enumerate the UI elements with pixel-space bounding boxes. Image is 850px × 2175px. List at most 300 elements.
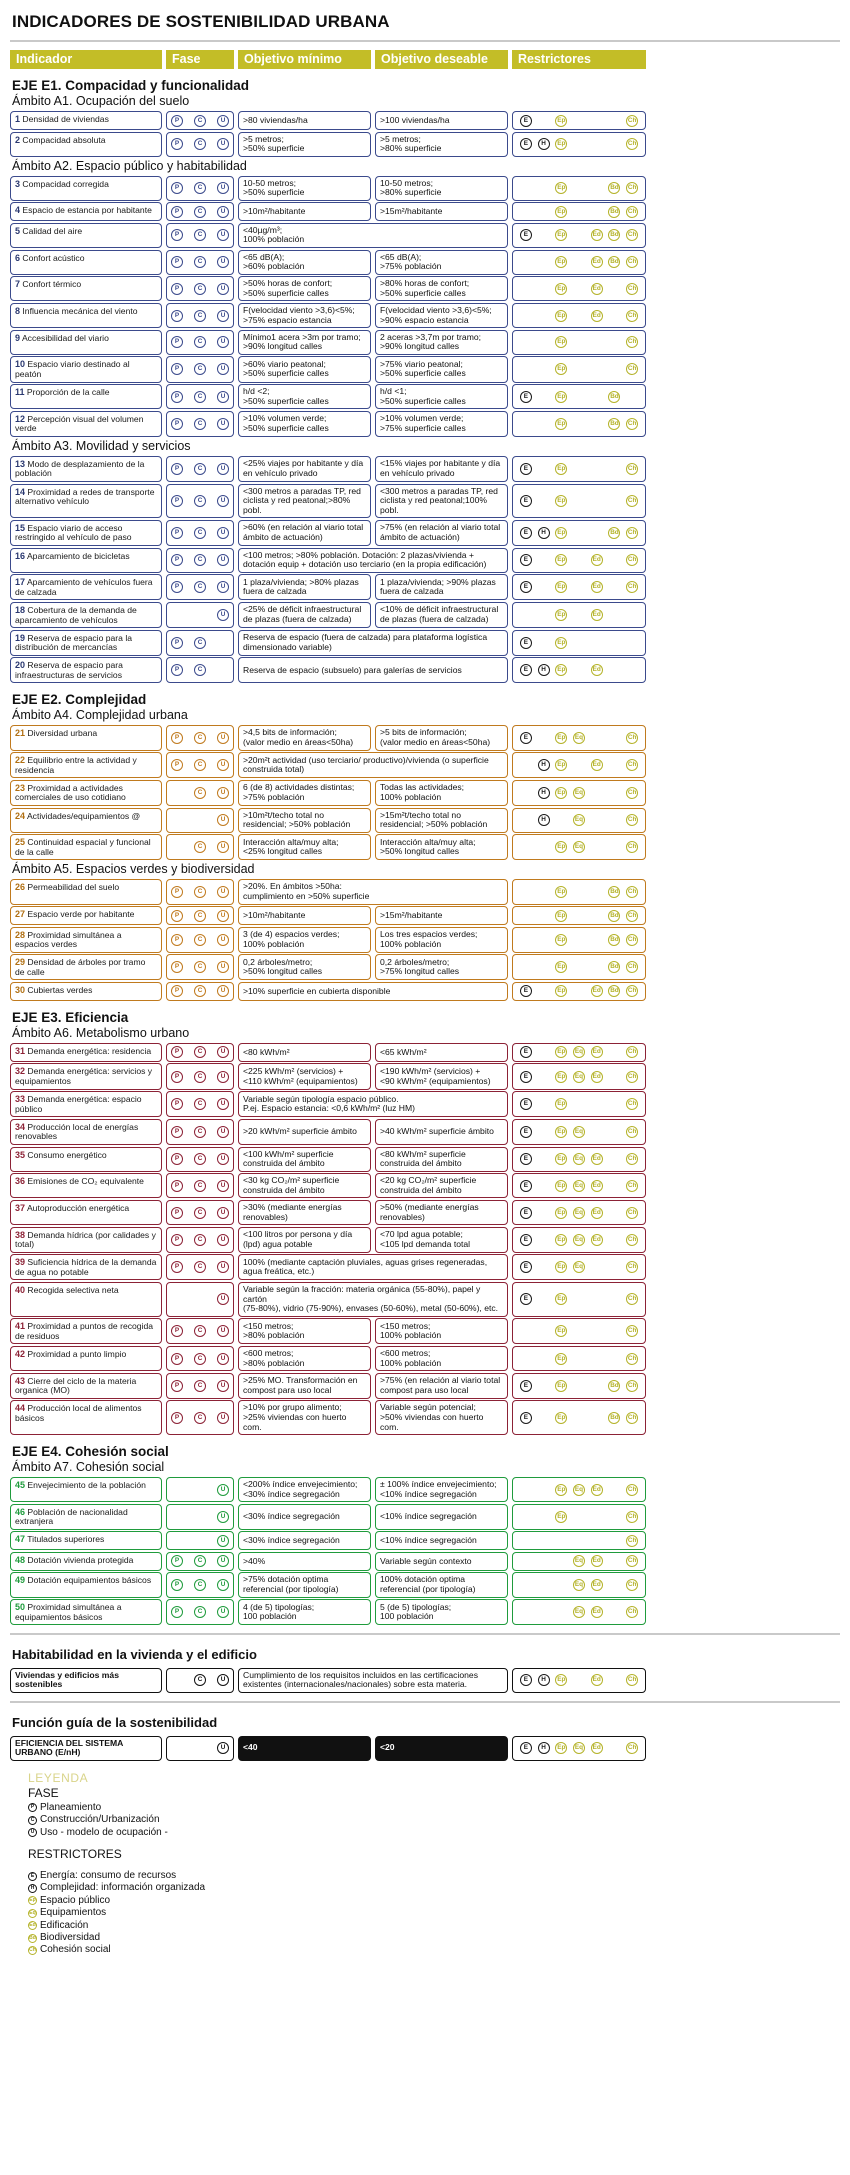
fase-badge-c: C	[194, 256, 206, 268]
indicator-cell[interactable]	[10, 176, 162, 201]
restrictor-badge-ep: Ep	[555, 336, 567, 348]
fase-badges	[171, 841, 229, 853]
restrictor-slot	[623, 229, 641, 241]
fase-cell	[166, 111, 234, 130]
value-line: <300 metros a paradas TP, red	[380, 485, 498, 496]
indicator-cell[interactable]	[10, 808, 162, 833]
objetivo-minimo-cell-text	[243, 135, 304, 154]
table-row[interactable]	[10, 1599, 840, 1625]
restrictor-slot	[623, 554, 641, 566]
value-line: referencial (por tipología)	[380, 1584, 476, 1595]
restrictor-slot	[570, 787, 588, 799]
restrictor-slot	[517, 1207, 535, 1219]
table-row[interactable]	[10, 1200, 840, 1225]
value-line: >50% superficie calles	[380, 395, 466, 406]
table-row[interactable]	[10, 1091, 840, 1117]
indicator-cell[interactable]	[10, 548, 162, 573]
fase-badge-u: U	[217, 886, 229, 898]
value-line: Interacción alta/muy alta;	[380, 836, 476, 847]
fase-cell	[166, 520, 234, 546]
value-line: <40µg/m³;	[243, 224, 283, 235]
legend-fase-items	[28, 1802, 840, 1839]
restrictor-badge-ep: Ep	[555, 391, 567, 403]
fase-badge-p: P	[171, 1071, 183, 1083]
table-row[interactable]	[10, 752, 840, 778]
indicator-number: 21	[15, 728, 26, 739]
indicator-cell[interactable]	[10, 752, 162, 778]
restrictor-badge-e: E	[520, 1412, 532, 1424]
guide-title: Función guía de la sostenibilidad	[12, 1714, 218, 1730]
eje-section	[10, 1010, 840, 1435]
value-line: >75% población	[243, 791, 305, 802]
indicator-cell[interactable]	[10, 1147, 162, 1172]
indicator-cell[interactable]	[10, 1599, 162, 1625]
table-row[interactable]	[10, 384, 840, 409]
objetivo-minimo-cell	[238, 834, 371, 860]
indicator-cell[interactable]	[10, 456, 162, 482]
objetivo-combinado-cell	[238, 1091, 508, 1117]
restrictor-slot	[570, 1484, 588, 1496]
fase-badges	[171, 1555, 229, 1567]
indicator-cell[interactable]	[10, 330, 162, 355]
fase-badge-u: U	[217, 1380, 229, 1392]
indicator-cell[interactable]	[10, 982, 162, 1001]
restrictor-badge-eq: Eq	[573, 1207, 585, 1219]
restrictores-cell	[512, 1668, 646, 1693]
indicator-number: 25	[15, 837, 26, 848]
objetivo-minimo-cell-text	[243, 1048, 290, 1058]
restrictores-cell	[512, 954, 646, 980]
eje-section	[10, 78, 840, 683]
restrictor-slot	[606, 418, 624, 430]
restrictor-badge-bd: Bd	[608, 206, 620, 218]
fase-badges	[171, 115, 229, 127]
restrictor-badge-eq: Eq	[573, 1742, 585, 1754]
restrictor-badge-h: H	[538, 1674, 550, 1686]
table-row[interactable]	[10, 548, 840, 573]
fase-badge-u: U	[217, 1579, 229, 1591]
indicator-cell[interactable]	[10, 1173, 162, 1198]
table-row[interactable]	[10, 484, 840, 519]
restrictor-badges	[517, 664, 641, 676]
restrictor-badge-eq: Eq	[573, 787, 585, 799]
indicator-cell[interactable]	[10, 1373, 162, 1399]
restrictor-badge-h: H	[538, 664, 550, 676]
indicator-cell[interactable]	[10, 132, 162, 157]
indicator-cell[interactable]	[10, 484, 162, 519]
restrictor-slot	[570, 1207, 588, 1219]
fase-badge-u: U	[217, 363, 229, 375]
indicator-cell[interactable]	[10, 1254, 162, 1280]
restrictor-slot	[552, 527, 570, 539]
legend-item-label: Energía: consumo de recursos	[40, 1869, 177, 1881]
table-row[interactable]	[10, 808, 840, 833]
habitability-text-cell	[238, 1668, 508, 1693]
indicator-name: Suficiencia hídrica de la demanda de agua no potable	[15, 1257, 157, 1277]
restrictor-badge-ep: Ep	[555, 1380, 567, 1392]
indicator-table	[10, 725, 840, 860]
indicator-cell[interactable]	[10, 1477, 162, 1502]
restrictor-slot	[517, 1234, 535, 1246]
restrictor-badge-ep: Ep	[555, 206, 567, 218]
objetivo-deseable-cell-text	[380, 253, 441, 272]
table-row[interactable]	[10, 1572, 840, 1597]
objetivo-minimo-cell	[238, 456, 371, 482]
restrictor-badge-eq: Eq	[573, 1579, 585, 1591]
indicator-cell[interactable]	[10, 657, 162, 683]
value-line: h/d <2;	[243, 386, 270, 396]
restrictores-cell	[512, 484, 646, 519]
table-row[interactable]	[10, 879, 840, 904]
fase-cell	[166, 1147, 234, 1172]
restrictor-slot	[606, 182, 624, 194]
restrictor-badge-ed: Ed	[591, 1579, 603, 1591]
indicator-cell[interactable]	[10, 1318, 162, 1344]
indicator-cell[interactable]	[10, 630, 162, 656]
table-row[interactable]	[10, 780, 840, 806]
indicator-cell[interactable]	[10, 1400, 162, 1435]
restrictor-slot	[623, 1126, 641, 1138]
value-line: >50% superficie calles	[243, 422, 329, 433]
value-line: <30% índice segregación	[243, 1488, 340, 1499]
fase-badges	[171, 787, 229, 799]
indicator-number: 15	[15, 522, 26, 533]
indicator-cell[interactable]	[10, 906, 162, 925]
value-line: >40%	[243, 1555, 266, 1566]
indicator-cell[interactable]	[10, 223, 162, 248]
value-line: >25% MO. Transformación en	[243, 1375, 358, 1386]
table-row[interactable]	[10, 1477, 840, 1502]
table-row[interactable]	[10, 574, 840, 600]
restrictor-badge-ch: Ch	[626, 1484, 638, 1496]
table-row[interactable]	[10, 834, 840, 860]
objetivo-minimo-cell-text	[243, 605, 361, 624]
restrictor-badge-eq: Eq	[573, 1261, 585, 1273]
objetivo-minimo-cell-text	[243, 1230, 352, 1249]
indicator-cell[interactable]	[10, 202, 162, 221]
indicator-cell[interactable]	[10, 954, 162, 980]
indicator-cell[interactable]	[10, 1572, 162, 1597]
guide-row[interactable]	[10, 1736, 840, 1761]
table-row[interactable]	[10, 927, 840, 953]
restrictores-cell	[512, 1147, 646, 1172]
table-row[interactable]	[10, 1173, 840, 1198]
fase-badge-empty	[171, 841, 183, 853]
indicator-cell[interactable]	[10, 1531, 162, 1550]
table-row[interactable]	[10, 330, 840, 355]
value-line: >90% espacio estancia	[380, 314, 469, 325]
value-line: >80% población	[243, 1357, 305, 1368]
objetivo-deseable-cell	[375, 276, 508, 301]
objetivo-minimo-cell	[238, 954, 371, 980]
objetivo-minimo-cell	[238, 276, 371, 301]
fase-badges	[171, 1353, 229, 1365]
objetivo-combinado-cell-text	[243, 987, 390, 997]
restrictor-badge-ed: Ed	[591, 283, 603, 295]
indicator-cell[interactable]	[10, 879, 162, 904]
table-row[interactable]	[10, 356, 840, 382]
fase-badge-p: P	[171, 1555, 183, 1567]
table-row[interactable]	[10, 906, 840, 925]
restrictor-badge-ep: Ep	[555, 1046, 567, 1058]
table-row[interactable]	[10, 1063, 840, 1089]
fase-badge-p: P	[171, 1380, 183, 1392]
value-line: >10% volumen verde;	[243, 413, 327, 424]
restrictor-badges	[517, 1380, 641, 1392]
restrictor-badge-eq: Eq	[573, 1234, 585, 1246]
table-row[interactable]	[10, 1043, 840, 1062]
indicator-cell[interactable]	[10, 1227, 162, 1253]
indicator-name: Permeabilidad del suelo	[27, 882, 120, 893]
indicator-cell[interactable]	[10, 834, 162, 860]
restrictor-badge-e: E	[520, 1742, 532, 1754]
objetivo-deseable-cell	[375, 834, 508, 860]
fase-badge-p: P	[171, 229, 183, 241]
restrictor-slot	[552, 1126, 570, 1138]
restrictor-badge-ch: Ch	[626, 1046, 638, 1058]
indicator-cell[interactable]	[10, 1119, 162, 1145]
habitability-row[interactable]	[10, 1668, 840, 1693]
fase-badges	[171, 1153, 229, 1165]
restrictor-slot	[623, 934, 641, 946]
restrictor-badge-ep: Ep	[555, 637, 567, 649]
fase-badge-u: U	[217, 581, 229, 593]
table-row[interactable]	[10, 1552, 840, 1571]
objetivo-deseable-cell-text	[380, 207, 442, 217]
fase-badges	[171, 1293, 229, 1305]
restrictor-badge-e: E	[520, 1234, 532, 1246]
table-row[interactable]	[10, 1318, 840, 1344]
column-header-objetivo-minimo: Objetivo mínimo	[238, 50, 371, 69]
indicator-cell[interactable]	[10, 1200, 162, 1225]
indicator-cell[interactable]	[10, 250, 162, 275]
restrictor-badges	[517, 1412, 641, 1424]
restrictores-cell	[512, 276, 646, 301]
restrictor-badge-ep: Ep	[555, 495, 567, 507]
restrictor-slot	[606, 961, 624, 973]
restrictor-slot	[623, 1606, 641, 1618]
objetivo-deseable-cell	[375, 1599, 508, 1625]
table-row[interactable]	[10, 1346, 840, 1371]
guide-objetivo-minimo-cell	[238, 1736, 371, 1761]
table-row[interactable]	[10, 1147, 840, 1172]
restrictor-slot	[535, 527, 553, 539]
indicator-cell[interactable]	[10, 520, 162, 546]
table-row[interactable]	[10, 1282, 840, 1317]
table-row[interactable]	[10, 725, 840, 750]
table-row[interactable]	[10, 1504, 840, 1530]
indicator-number: 6	[15, 252, 21, 263]
indicator-cell[interactable]	[10, 411, 162, 437]
objetivo-minimo-cell	[238, 1200, 371, 1225]
objetivo-minimo-cell-text	[243, 1480, 357, 1499]
table-row[interactable]	[10, 1254, 840, 1280]
indicator-cell[interactable]	[10, 303, 162, 328]
fase-badges	[171, 1742, 229, 1754]
indicator-cell[interactable]	[10, 276, 162, 301]
table-row[interactable]	[10, 303, 840, 328]
fase-badge-u: U	[217, 759, 229, 771]
restrictor-badge-e: E	[520, 581, 532, 593]
legend-item-label: Espacio público	[40, 1894, 111, 1906]
value-line: >50% superficie calles	[243, 287, 329, 298]
restrictor-slot	[588, 1071, 606, 1083]
indicator-number: 9	[15, 332, 21, 343]
fase-badges	[171, 363, 229, 375]
fase-badges	[171, 1325, 229, 1337]
table-row[interactable]	[10, 1119, 840, 1145]
value-line: <25% de déficit infraestructural	[243, 604, 362, 615]
indicator-cell[interactable]	[10, 574, 162, 600]
legend-fase-item	[28, 1814, 840, 1826]
table-row[interactable]	[10, 1373, 840, 1399]
restrictor-slot	[588, 1606, 606, 1618]
objetivo-minimo-cell	[238, 1119, 371, 1145]
restrictor-slot	[517, 1071, 535, 1083]
fase-badge-c: C	[194, 283, 206, 295]
table-row[interactable]	[10, 223, 840, 248]
restrictor-badge-ch: Ch	[626, 1098, 638, 1110]
restrictor-badge-bd: Bd	[608, 391, 620, 403]
table-row[interactable]	[10, 202, 840, 221]
table-row[interactable]	[10, 456, 840, 482]
indicator-cell[interactable]	[10, 602, 162, 628]
indicator-number: 5	[15, 225, 21, 236]
restrictor-badges	[517, 934, 641, 946]
restrictor-badge-e: E	[520, 1674, 532, 1686]
value-line: 0,2 árboles/metro;	[243, 956, 313, 967]
indicator-cell[interactable]	[10, 1346, 162, 1371]
restrictor-slot	[588, 1180, 606, 1192]
fase-badge-p: P	[171, 182, 183, 194]
fase-badge-u: U	[217, 934, 229, 946]
value-line: >25% viviendas con huerto com.	[243, 1411, 347, 1432]
restrictor-badge-ep: Ep	[555, 664, 567, 676]
legend-item-label: Cohesión social	[40, 1944, 111, 1956]
indicator-cell[interactable]	[10, 927, 162, 953]
restrictor-slot	[517, 554, 535, 566]
indicator-number: 41	[15, 1321, 26, 1332]
table-row[interactable]	[10, 276, 840, 301]
indicator-number: 24	[15, 810, 26, 821]
indicator-cell[interactable]	[10, 1504, 162, 1530]
objetivo-minimo-cell-text	[243, 838, 339, 857]
fase-badges	[171, 1126, 229, 1138]
table-row[interactable]	[10, 411, 840, 437]
fase-badge-c: C	[194, 1261, 206, 1273]
table-row[interactable]	[10, 1227, 840, 1253]
table-row[interactable]	[10, 657, 840, 683]
value-line: >50% (mediante energías	[380, 1201, 479, 1212]
restrictor-badge-ed: Ed	[591, 1742, 603, 1754]
value-line: cumplimiento en >50% superficie	[243, 891, 370, 901]
value-line: F(velocidad viento >3,6)<5%;	[380, 304, 492, 315]
indicator-number: 20	[15, 660, 26, 671]
objetivo-minimo-cell-text	[243, 930, 340, 949]
restrictor-badge-ep: Ep	[555, 581, 567, 593]
value-line: (75-80%), vidrio (75-90%), envases (50-60%), metal (50-60%), etc.	[243, 1303, 499, 1314]
restrictor-badge-ed: Ed	[591, 581, 603, 593]
table-row[interactable]	[10, 1400, 840, 1435]
objetivo-deseable-cell	[375, 250, 508, 275]
indicator-name: Accesibilidad del viario	[21, 332, 109, 343]
table-row[interactable]	[10, 602, 840, 628]
indicator-cell[interactable]	[10, 780, 162, 806]
indicator-name: Dotación vivienda protegida	[27, 1554, 134, 1565]
value-line: 2 aceras >3,7m por tramo;	[380, 331, 482, 342]
indicator-cell[interactable]	[10, 1091, 162, 1117]
restrictor-slot	[552, 759, 570, 771]
table-row[interactable]	[10, 111, 840, 130]
fase-badge-u: U	[217, 1484, 229, 1496]
fase-badges	[171, 1674, 229, 1686]
indicator-cell[interactable]	[10, 725, 162, 750]
indicator-cell[interactable]	[10, 384, 162, 409]
fase-badges	[171, 1234, 229, 1246]
legend-badge-ch-icon: Ch	[29, 1947, 36, 1954]
restrictor-badge-bd: Bd	[608, 1380, 620, 1392]
table-row[interactable]	[10, 132, 840, 157]
table-row[interactable]	[10, 630, 840, 656]
value-line: <25% longitud calles	[243, 846, 323, 857]
value-line: >75% longitud calles	[380, 966, 460, 977]
table-row[interactable]	[10, 250, 840, 275]
indicator-number: 11	[15, 387, 25, 397]
restrictor-badges	[517, 554, 641, 566]
restrictor-slot	[623, 256, 641, 268]
restrictores-cell	[512, 250, 646, 275]
objetivo-minimo-cell	[238, 411, 371, 437]
indicator-table	[10, 111, 840, 157]
fase-badge-c: C	[194, 759, 206, 771]
table-row[interactable]	[10, 1531, 840, 1550]
indicator-cell[interactable]	[10, 1063, 162, 1089]
objetivo-minimo-cell-text	[243, 811, 350, 830]
table-row[interactable]	[10, 954, 840, 980]
objetivo-deseable-cell-text	[380, 1230, 470, 1249]
restrictor-slot	[588, 985, 606, 997]
restrictor-slot	[552, 495, 570, 507]
restrictor-slot	[588, 1579, 606, 1591]
indicator-cell[interactable]	[10, 1043, 162, 1062]
fase-cell	[166, 1173, 234, 1198]
table-row[interactable]	[10, 176, 840, 201]
fase-badges	[171, 814, 229, 826]
restrictor-badge-ch: Ch	[626, 206, 638, 218]
objetivo-minimo-cell-text	[243, 1575, 339, 1594]
objetivo-minimo-cell-text	[243, 911, 305, 921]
restrictores-cell	[512, 982, 646, 1001]
table-row[interactable]	[10, 520, 840, 546]
table-row[interactable]	[10, 982, 840, 1001]
fase-badge-p: P	[171, 1412, 183, 1424]
fase-badges	[171, 1071, 229, 1083]
fase-badge-c: C	[194, 1579, 206, 1591]
indicator-cell[interactable]	[10, 1552, 162, 1571]
restrictor-slot	[552, 732, 570, 744]
fase-badge-u: U	[217, 1555, 229, 1567]
restrictor-badges	[517, 1555, 641, 1567]
fase-cell	[166, 303, 234, 328]
ambito-title: Ámbito A3. Movilidad y servicios	[12, 438, 191, 453]
restrictor-badge-ep: Ep	[555, 283, 567, 295]
objetivo-minimo-cell-text	[243, 523, 363, 542]
objetivo-deseable-cell-text	[380, 1376, 500, 1395]
indicator-cell[interactable]	[10, 356, 162, 382]
indicator-cell[interactable]	[10, 1282, 162, 1317]
fase-badges	[171, 759, 229, 771]
indicator-cell[interactable]	[10, 111, 162, 130]
